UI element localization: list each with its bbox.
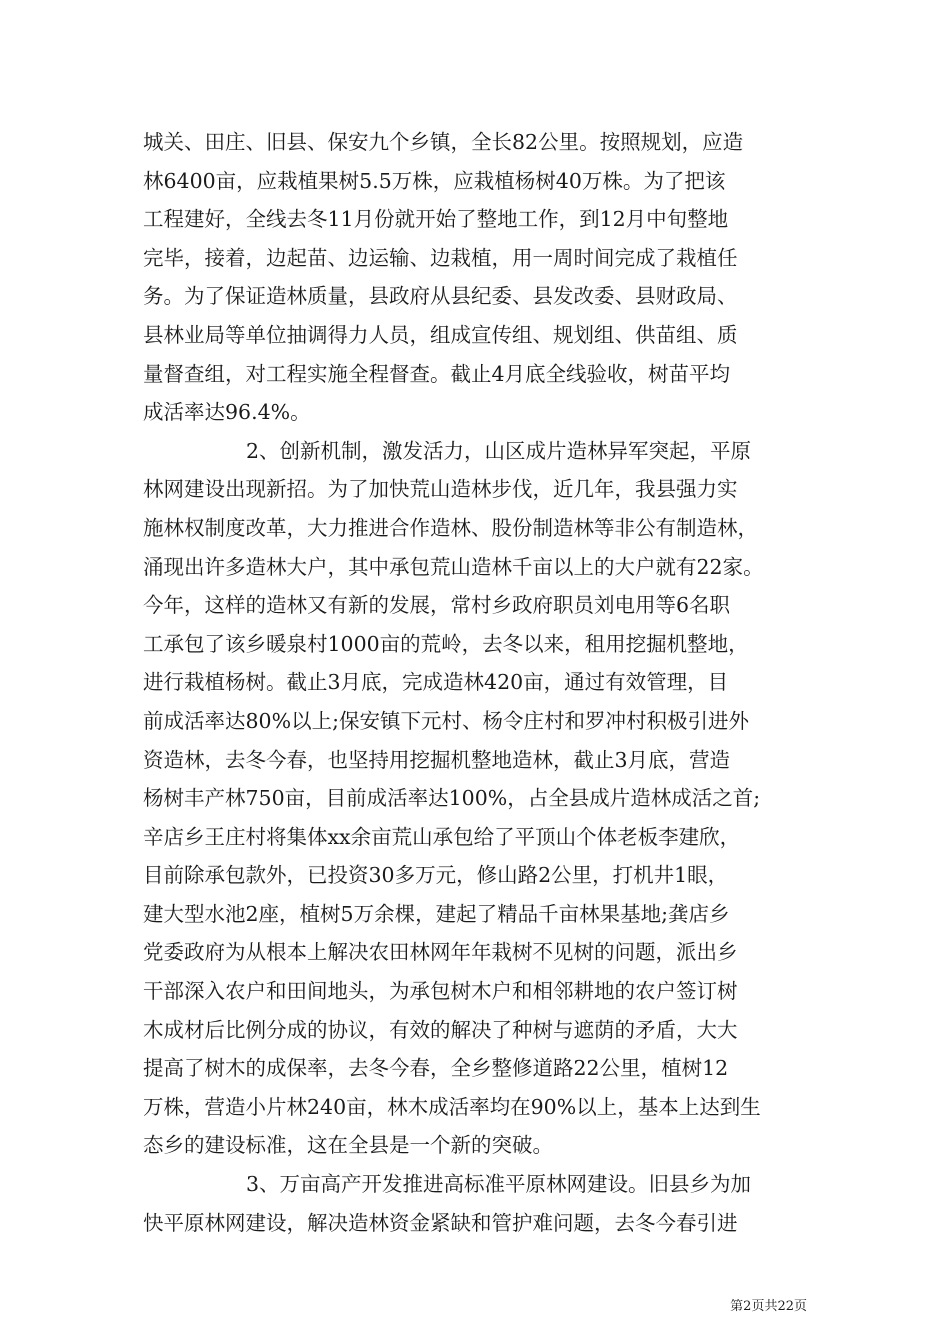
text-line: 城关、田庄、旧县、保安九个乡镇，全长82公里。按照规划，应造: [143, 130, 744, 154]
text-line: 工程建好，全线去冬11月份就开始了整地工作，到12月中旬整地: [143, 207, 729, 232]
page-number-footer: 第2页共22页: [730, 1299, 807, 1314]
text-line: 涌现出许多造林大户，其中承包荒山造林千亩以上的大户就有22家。: [143, 554, 764, 579]
text-line: 杨树丰产林750亩，目前成活率达100%，占全县成片造林成活之首;: [143, 786, 761, 811]
text-line: 量督查组，对工程实施全程督查。截止4月底全线验收，树苗平均: [143, 361, 731, 386]
text-line: 资造林，去冬今春，也坚持用挖掘机整地造林，截止3月底，营造: [143, 747, 731, 772]
text-line: 林网建设出现新招。为了加快荒山造林步伐，近几年，我县强力实: [143, 477, 738, 502]
paragraph: [143, 432, 811, 1165]
document-body: [143, 123, 811, 1242]
text-line: 林6400亩，应栽植果树5.5万株，应栽植杨树40万株。为了把该: [143, 168, 726, 193]
text-line: 今年，这样的造林又有新的发展，常村乡政府职员刘电用等6名职: [143, 593, 731, 618]
text-line: 目前除承包款外，已投资30多万元，修山路2公里，打机井1眼，: [143, 863, 729, 888]
text-line: 完毕，接着，边起苗、边运输、边栽植，用一周时间完成了栽植任: [143, 245, 738, 270]
text-line: 2、创新机制，激发活力，山区成片造林异军突起，平原: [246, 438, 752, 463]
text-line: 提高了树木的成保率，去冬今春，全乡整修道路22公里，植树12: [143, 1056, 729, 1081]
text-line: 进行栽植杨树。截止3月底，完成造林420亩，通过有效管理，目: [143, 670, 729, 695]
text-line: 成活率达96.4%。: [143, 400, 311, 425]
text-line: 万株，营造小片林240亩，林木成活率均在90%以上，基本上达到生: [143, 1094, 761, 1119]
paragraph: [143, 1165, 811, 1242]
text-line: 前成活率达80%以上;保安镇下元村、杨令庄村和罗冲村积极引进外: [143, 708, 749, 733]
text-line: 施林权制度改革，大力推进合作造林、股份制造林等非公有制造林，: [143, 515, 758, 540]
text-line: 党委政府为从根本上解决农田林网年年栽树不见树的问题，派出乡: [143, 940, 738, 965]
text-line: 快平原林网建设，解决造林资金紧缺和管护难问题，去冬今春引进: [143, 1210, 738, 1235]
paragraph: [143, 123, 811, 432]
text-line: 木成材后比例分成的协议，有效的解决了种树与遮荫的矛盾，大大: [143, 1017, 738, 1042]
text-line: 工承包了该乡暖泉村1000亩的荒岭，去冬以来，租用挖掘机整地，: [143, 631, 749, 656]
text-line: 县林业局等单位抽调得力人员，组成宣传组、规划组、供苗组、质: [143, 322, 738, 347]
text-line: 态乡的建设标准，这在全县是一个新的突破。: [143, 1133, 553, 1158]
text-line: 建大型水池2座，植树5万余棵，建起了精品千亩林果基地;龚店乡: [143, 901, 730, 926]
text-line: 干部深入农户和田间地头，为承包树木户和相邻耕地的农户签订树: [143, 979, 738, 1004]
text-line: 3、万亩高产开发推进高标准平原林网建设。旧县乡为加: [246, 1172, 752, 1197]
text-line: 务。为了保证造林质量，县政府从县纪委、县发改委、县财政局、: [143, 284, 738, 309]
text-line: 辛店乡王庄村将集体xx余亩荒山承包给了平顶山个体老板李建欣，: [143, 824, 741, 849]
